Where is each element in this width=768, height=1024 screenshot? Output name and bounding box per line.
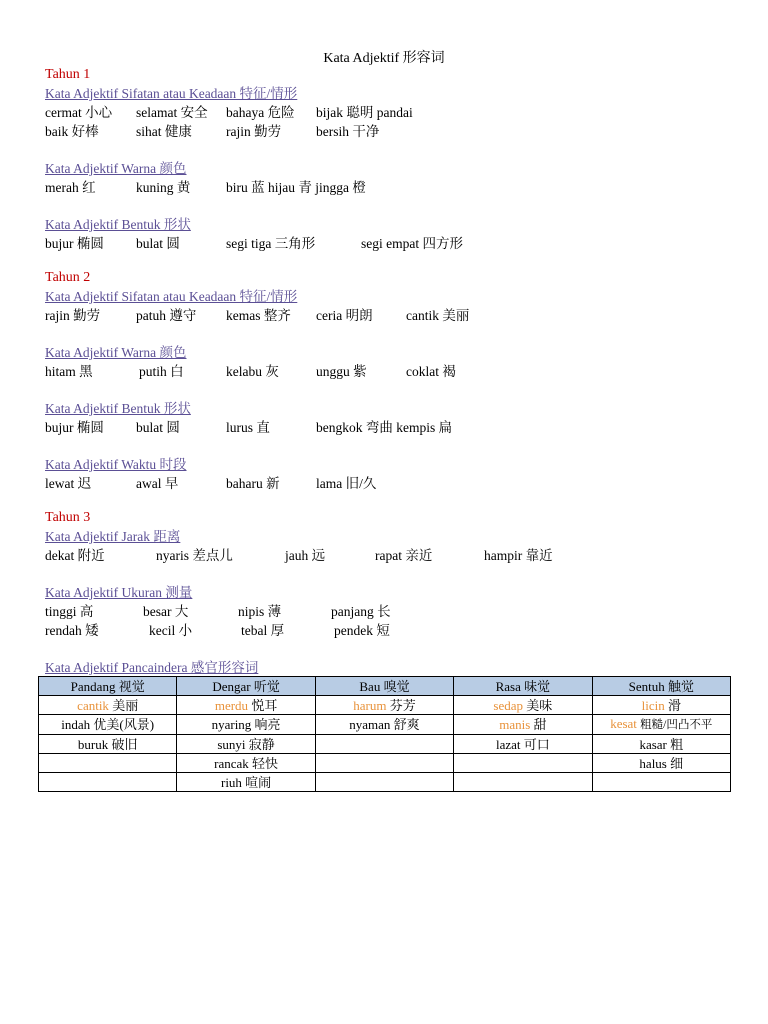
table-row [39,696,731,715]
highlight-word: merdu [214,697,249,713]
table-row [39,754,731,773]
word-item: coklat 褐 [406,364,456,379]
table-cell [315,735,453,754]
word-item: besar 大 [143,604,189,619]
tahun-3-jarak-heading: Kata Adjektif Jarak 距离 [45,529,181,544]
table-cell [39,715,177,735]
highlight-word: manis [499,717,531,732]
tahun-1-label: Tahun 1 [45,67,91,82]
tahun-2-bentuk-heading: Kata Adjektif Bentuk 形状 [45,401,191,416]
word-row [45,103,413,122]
table-row [39,735,731,754]
word-item: hitam 黑 [45,364,93,379]
table-row [39,715,731,735]
table-cell [592,773,730,792]
word-item: segi tiga 三角形 [226,236,316,251]
table-cell [315,773,453,792]
table-cell [177,735,315,754]
tahun-1-bentuk-heading: Kata Adjektif Bentuk 形状 [45,217,191,232]
table-cell [39,696,177,715]
word-item: lama 旧/久 [316,476,377,491]
word-item: patuh 遵守 [136,308,197,323]
table-cell [454,715,592,735]
word-item: segi empat 四方形 [361,236,463,251]
word-item: bijak 聪明 pandai [316,105,413,120]
word-item: rapat 亲近 [375,548,433,563]
table-cell [454,773,592,792]
table-cell [454,735,592,754]
word-row [45,546,553,565]
table-cell [454,754,592,773]
table-cell [177,696,315,715]
word-item: rendah 矮 [45,623,99,638]
word-item: selamat 安全 [136,105,208,120]
table-cell [177,754,315,773]
tahun-3-ukuran-heading: Kata Adjektif Ukuran 测量 [45,585,193,600]
word-item: cermat 小心 [45,105,113,120]
cell-text: nyaman 舒爽 [349,717,420,732]
word-item: rajin 勤劳 [226,124,282,139]
tahun-1-section [45,65,463,253]
table-cell [39,735,177,754]
cell-text: lazat 可口 [495,736,550,752]
column-header: Dengar 听觉 [177,677,315,696]
word-item: lewat 迟 [45,476,92,491]
cell-text: 甜 [533,717,547,732]
table-cell [315,696,453,715]
column-header: Pandang 视觉 [39,677,177,696]
word-item: kelabu 灰 [226,364,279,379]
column-header: Rasa 味觉 [454,677,592,696]
table-cell [592,754,730,773]
cell-text: riuh 喧闹 [220,774,272,790]
word-item: tinggi 高 [45,604,94,619]
column-header: Sentuh 触觉 [592,677,730,696]
word-item: cantik 美丽 [406,308,470,323]
word-row [45,621,390,640]
cell-text: 悦耳 [251,697,278,713]
tahun-3-section [45,508,553,677]
page-title: Kata Adjektif 形容词 [323,51,445,66]
word-item: bujur 椭圆 [45,236,104,251]
word-row [45,602,391,621]
tahun-2-section [45,268,470,493]
word-row [45,474,377,493]
word-item: merah 红 [45,180,96,195]
word-item: bengkok 弯曲 kempis 扁 [316,420,453,435]
tahun-1-sifatan-heading: Kata Adjektif Sifatan atau Keadaan 特征/情形 [45,86,298,101]
word-item: nyaris 差点儿 [156,548,233,563]
cell-text: indah 优美(风景) [61,717,155,732]
word-item: kemas 整齐 [226,308,291,323]
tahun-3-pancaindera-heading: Kata Adjektif Pancaindera 感官形容词 [45,660,259,675]
cell-text: nyaring 响亮 [211,717,281,732]
word-item: kuning 黄 [136,180,191,195]
tahun-2-label: Tahun 2 [45,270,91,285]
word-item: bulat 圆 [136,420,180,435]
table-header-row [39,677,731,696]
word-row [45,306,470,325]
word-item: putih 白 [139,364,184,379]
word-item: kecil 小 [149,623,193,638]
table-cell [39,773,177,792]
tahun-1-warna-heading: Kata Adjektif Warna 颜色 [45,161,187,176]
cell-text: rancak 轻快 [214,755,279,771]
word-item: sihat 健康 [136,124,192,139]
word-item: awal 早 [136,476,179,491]
table-cell [592,715,730,735]
cell-text: 美丽 [112,697,139,713]
table-cell [39,754,177,773]
table-cell [315,754,453,773]
word-row [45,418,453,437]
word-item: bahaya 危险 [226,105,295,120]
word-row [45,122,380,141]
cell-text: 滑 [667,697,681,713]
tahun-2-sifatan-heading: Kata Adjektif Sifatan atau Keadaan 特征/情形 [45,289,298,304]
cell-text: 芬芳 [389,697,416,713]
word-item: unggu 紫 [316,364,367,379]
tahun-3-label: Tahun 3 [45,510,91,525]
highlight-word: sedap [493,697,524,713]
tahun-2-waktu-heading: Kata Adjektif Waktu 时段 [45,457,187,472]
table-cell [177,773,315,792]
cell-text: 粗糙/凹凸不平 [640,719,713,731]
table-row [39,773,731,792]
tahun-2-warna-heading: Kata Adjektif Warna 颜色 [45,345,187,360]
word-row [45,362,456,381]
column-header: Bau 嗅觉 [315,677,453,696]
word-item: bulat 圆 [136,236,180,251]
word-item: bersih 干净 [316,124,380,139]
highlight-word: licin [641,697,665,713]
word-item: baik 好棒 [45,124,99,139]
word-item: rajin 勤劳 [45,308,101,323]
word-item: bujur 椭圆 [45,420,104,435]
word-item: tebal 厚 [241,623,285,638]
word-item: biru 蓝 hijau 青 jingga 橙 [226,180,366,195]
word-item: ceria 明朗 [316,308,373,323]
word-item: panjang 长 [331,604,391,619]
cell-text: sunyi 寂静 [217,736,275,752]
table-cell [177,715,315,735]
cell-text: buruk 破旧 [77,736,138,752]
word-item: pendek 短 [334,623,390,638]
cell-text: kasar 粗 [639,736,684,752]
cell-text: 美味 [526,697,553,713]
word-row [45,234,463,253]
cell-text: halus 细 [639,755,684,771]
word-item: dekat 附近 [45,548,105,563]
word-item: jauh 远 [285,548,326,563]
highlight-word: harum [353,697,387,713]
table-cell [315,715,453,735]
word-item: hampir 靠近 [484,548,553,563]
highlight-word: cantik [77,697,109,713]
highlight-word: kesat [610,716,637,731]
table-cell [454,696,592,715]
table-cell [592,735,730,754]
word-row [45,178,366,197]
word-item: baharu 新 [226,476,280,491]
word-item: nipis 薄 [238,604,282,619]
word-item: lurus 直 [226,420,270,435]
pancaindera-table [38,676,731,792]
table-cell [592,696,730,715]
